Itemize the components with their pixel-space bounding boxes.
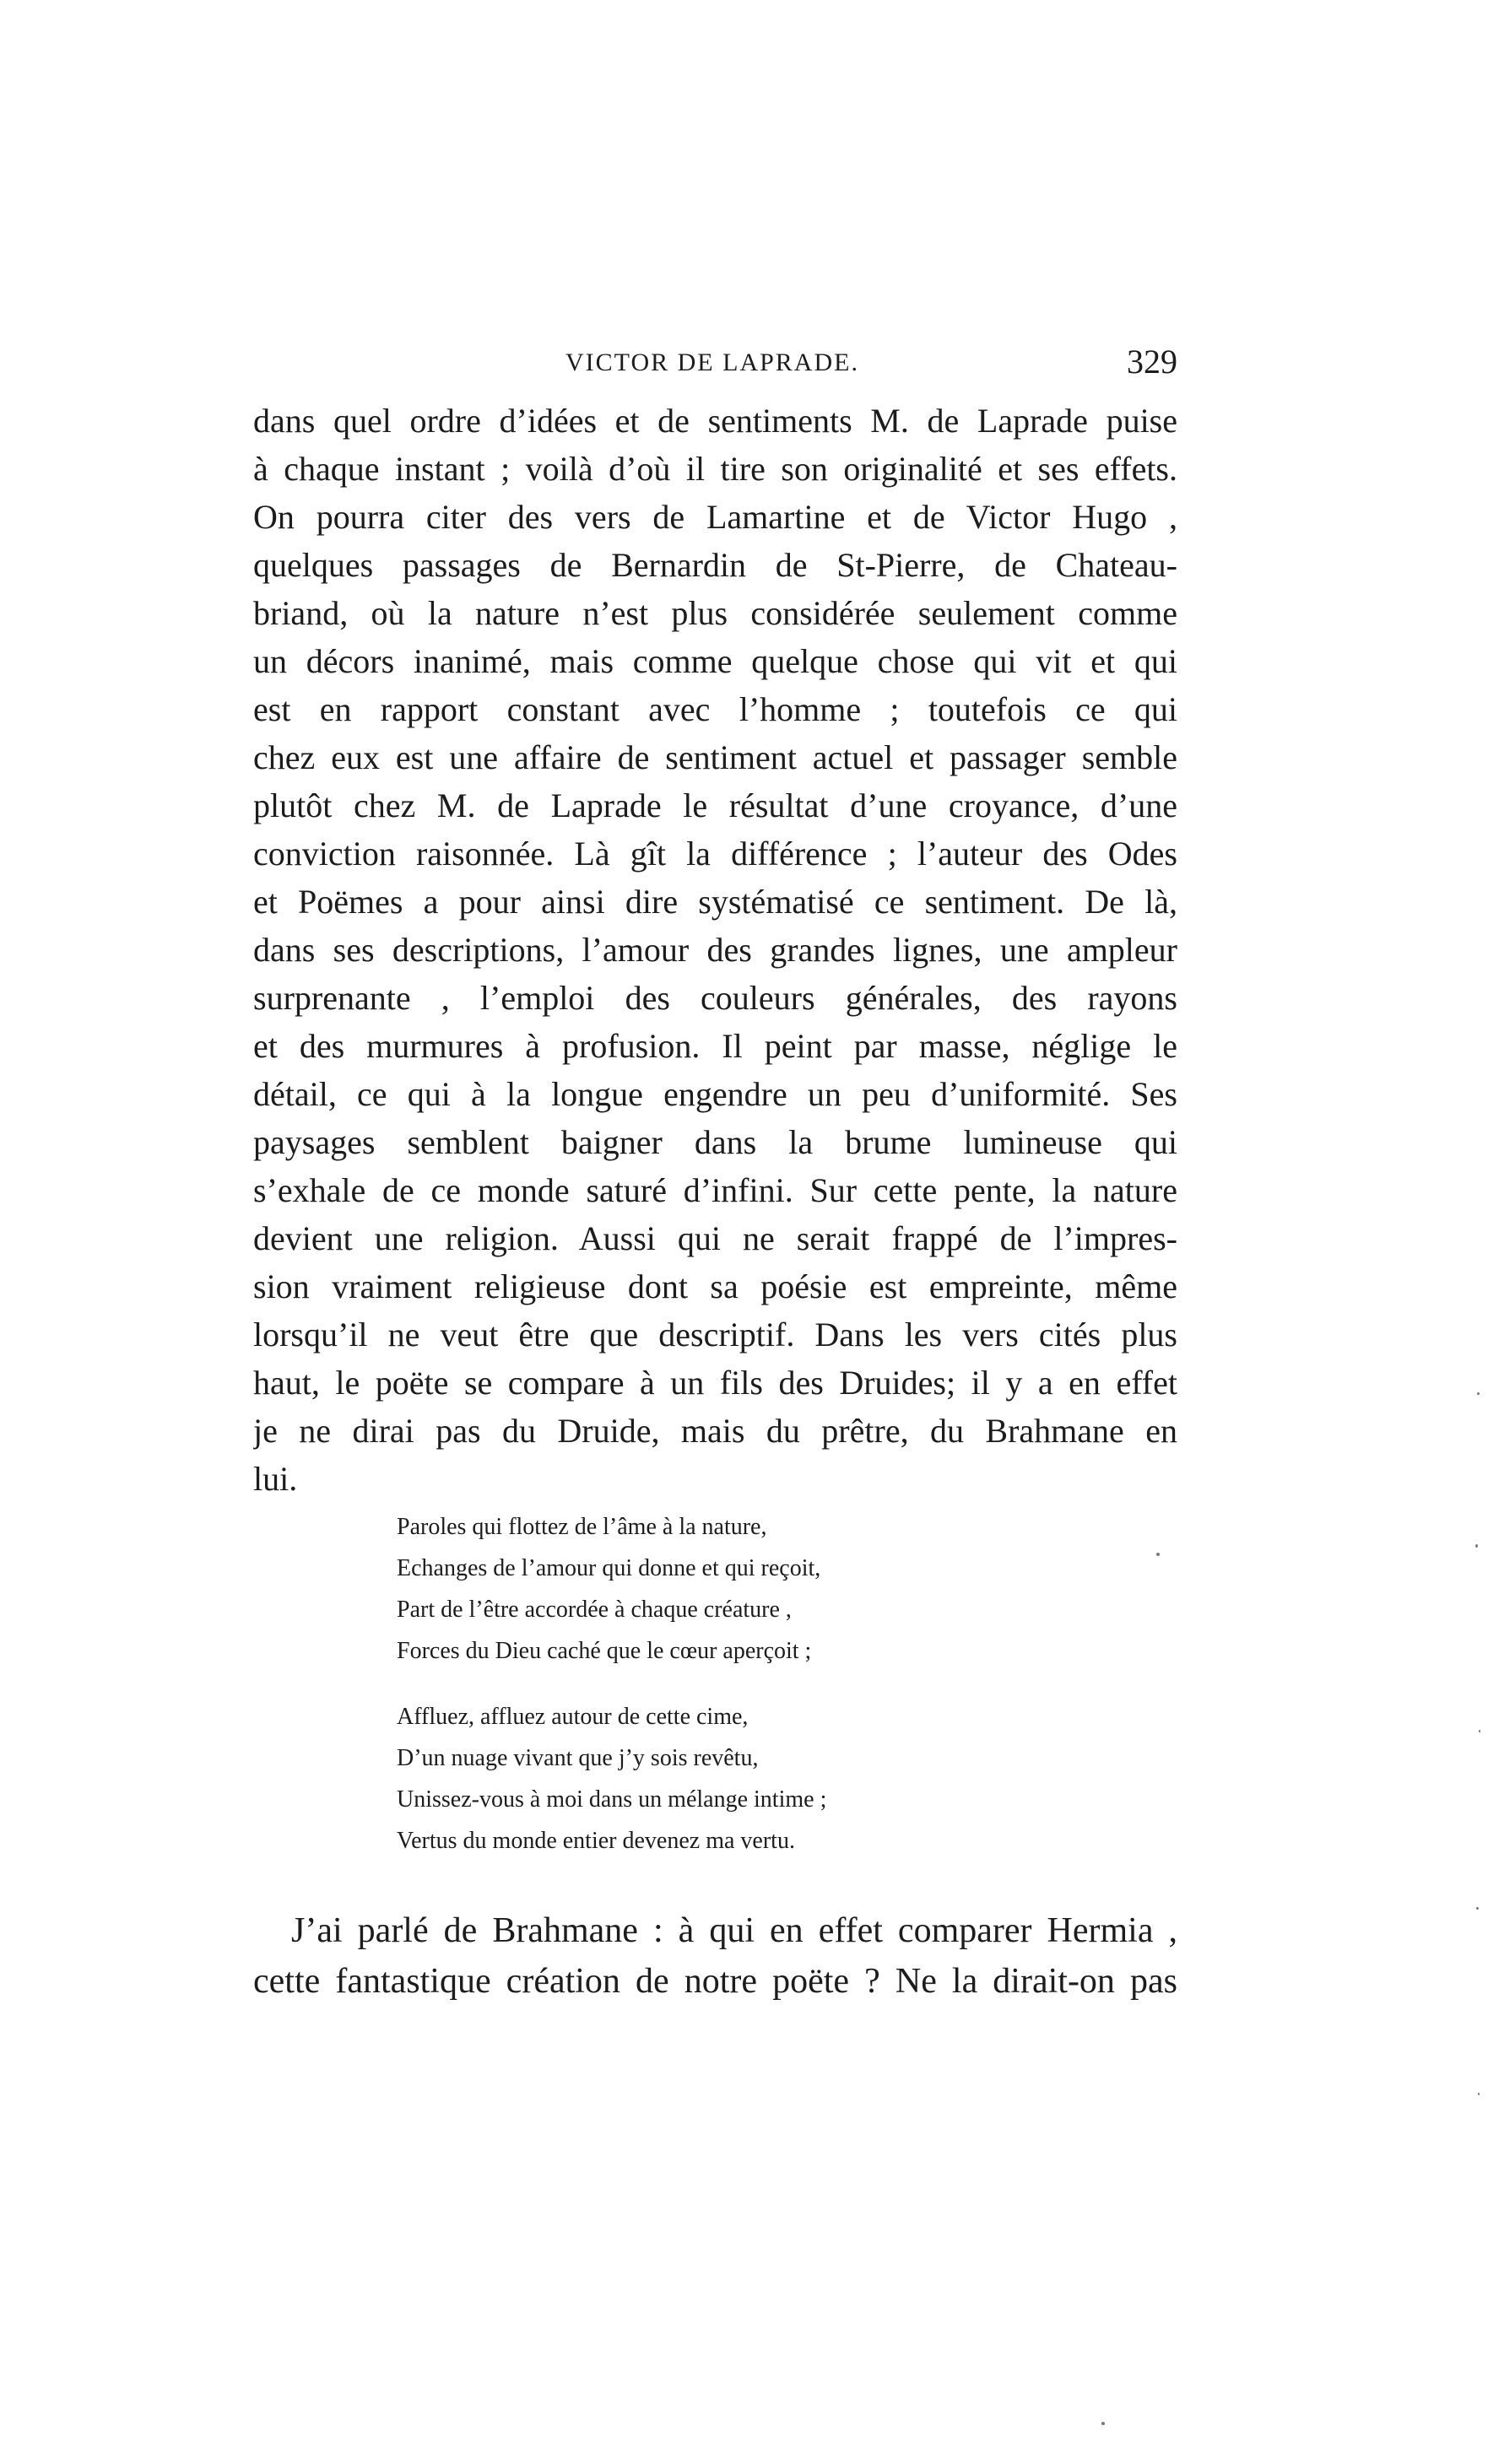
text-line: conviction raisonnée. Là gît la différence ; l’auteur des Odes <box>253 835 1177 873</box>
text-line: je ne dirai pas du Druide, mais du prêtre, du Brahmane en <box>253 1412 1177 1450</box>
running-title: VICTOR DE LAPRADE. <box>565 349 859 376</box>
verse-line: D’un nuage vivant que j’y sois revêtu, <box>397 1745 759 1771</box>
scan-speck <box>1156 1553 1160 1556</box>
verse-line: Unissez-vous à moi dans un mélange intime ; <box>397 1786 827 1813</box>
verse-line: Forces du Dieu caché que le cœur aperçoit ; <box>397 1638 812 1664</box>
text-line: On pourra citer des vers de Lamartine et de Victor Hugo , <box>253 498 1177 536</box>
text-line: cette fantastique création de notre poëte ? Ne la dirait-on pas <box>253 1962 1177 2001</box>
text-line: paysages semblent baigner dans la brume lumineuse qui <box>253 1123 1177 1161</box>
scan-speck <box>1101 2422 1105 2425</box>
text-line: haut, le poëte se compare à un fils des Druides; il y a en effet <box>253 1364 1177 1402</box>
verse-stanza <box>397 1696 1038 1862</box>
scan-speck <box>1476 1907 1479 1910</box>
text-line: surprenante , l’emploi des couleurs générales, des rayons <box>253 979 1177 1017</box>
running-head <box>253 342 1177 386</box>
text-line: lorsqu’il ne veut être que descriptif. Dans les vers cités plus <box>253 1316 1177 1354</box>
text-line: briand, où la nature n’est plus considérée seulement comme <box>253 594 1177 632</box>
text-line: détail, ce qui à la longue engendre un peu d’uniformité. Ses <box>253 1075 1177 1113</box>
body-paragraph <box>253 1905 1177 2007</box>
text-line: à chaque instant ; voilà d’où il tire son originalité et ses effets. <box>253 450 1177 488</box>
scan-speck <box>1477 1392 1480 1395</box>
verse-line: Part de l’être accordée à chaque créature , <box>397 1597 792 1623</box>
text-line: chez eux est une affaire de sentiment actuel et passager semble <box>253 738 1177 776</box>
text-line: dans ses descriptions, l’amour des grandes lignes, une ampleur <box>253 931 1177 969</box>
scan-speck <box>1479 1730 1480 1732</box>
scan-speck <box>1475 1544 1478 1548</box>
text-line: sion vraiment religieuse dont sa poésie est empreinte, même <box>253 1267 1177 1305</box>
text-line: lui. <box>253 1460 298 1498</box>
text-line: J’ai parlé de Brahmane : à qui en effet comparer Hermia , <box>291 1911 1177 1950</box>
text-line: un décors inanimé, mais comme quelque chose qui vit et qui <box>253 642 1177 680</box>
text-line: devient une religion. Aussi qui ne serait frappé de l’impres- <box>253 1219 1177 1257</box>
text-line: quelques passages de Bernardin de St-Pierre, de Chateau- <box>253 546 1177 584</box>
text-line: est en rapport constant avec l’homme ; toutefois ce qui <box>253 690 1177 728</box>
text-line: et des murmures à profusion. Il peint par masse, néglige le <box>253 1027 1177 1065</box>
text-line: dans quel ordre d’idées et de sentiments M. de Laprade puise <box>253 402 1177 440</box>
text-line: et Poëmes a pour ainsi dire systématisé ce sentiment. De là, <box>253 883 1177 921</box>
text-line: s’exhale de ce monde saturé d’infini. Sur cette pente, la nature <box>253 1171 1177 1209</box>
verse-line: Affluez, affluez autour de cette cime, <box>397 1704 749 1730</box>
verse-line: Vertus du monde entier devenez ma vertu. <box>397 1828 795 1854</box>
page-number: 329 <box>1127 343 1177 381</box>
scan-speck <box>1478 2093 1480 2095</box>
verse-line: Echanges de l’amour qui donne et qui reçoit, <box>397 1555 821 1581</box>
verse-stanza <box>397 1506 1038 1672</box>
text-line: plutôt chez M. de Laprade le résultat d’une croyance, d’une <box>253 786 1177 824</box>
verse-line: Paroles qui flottez de l’âme à la nature, <box>397 1514 767 1540</box>
body-paragraph <box>253 397 1177 1503</box>
